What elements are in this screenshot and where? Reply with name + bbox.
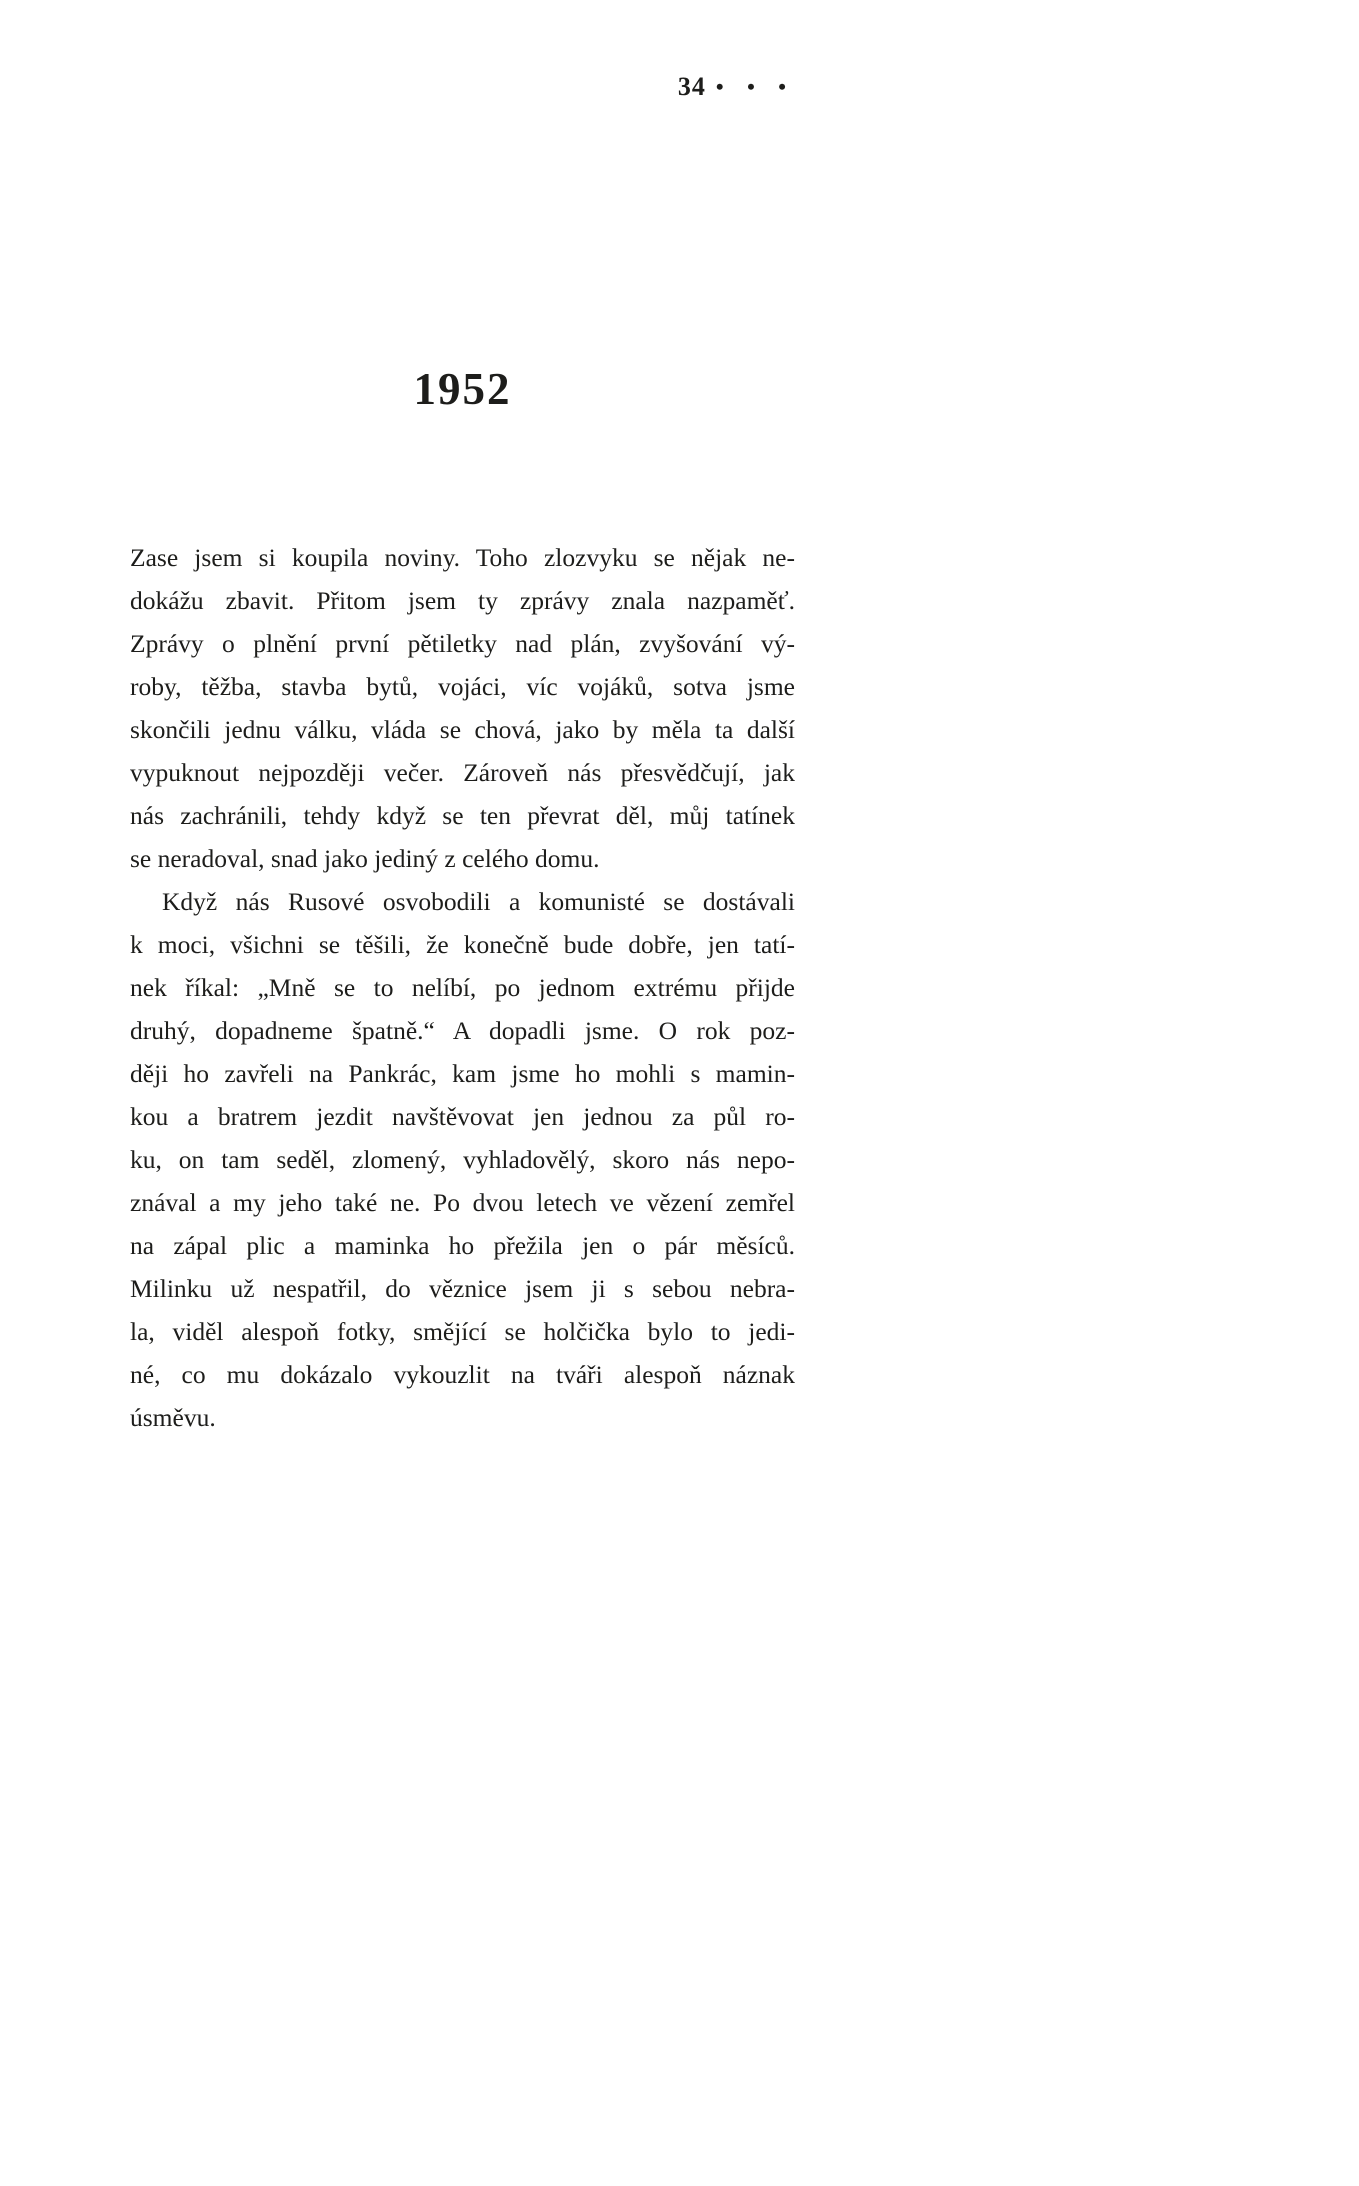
text-line: la, viděl alespoň fotky, smějící se holčička bylo to jedi- xyxy=(130,1317,795,1346)
text-line: né, co mu dokázalo vykouzlit na tváři alespoň náznak xyxy=(130,1360,795,1389)
text-line: znával a my jeho také ne. Po dvou letech ve vězení zemřel xyxy=(130,1188,795,1217)
text-line: dokážu zbavit. Přitom jsem ty zprávy znala nazpaměť. xyxy=(130,586,795,615)
text-line: se neradoval, snad jako jediný z celého domu. xyxy=(130,844,600,873)
text-line: nás zachránili, tehdy když se ten převrat děl, můj tatínek xyxy=(130,801,795,830)
page-number-dots: • • • xyxy=(715,74,795,99)
text-line: Zase jsem si koupila noviny. Toho zlozvyku se nějak ne- xyxy=(130,543,795,572)
chapter-heading: 1952 xyxy=(413,364,512,414)
page-number xyxy=(130,72,795,102)
text-line: ku, on tam seděl, zlomený, vyhladovělý, skoro nás nepo- xyxy=(130,1145,795,1174)
text-line: k moci, všichni se těšili, že konečně bude dobře, jen tatí- xyxy=(130,930,795,959)
text-line: kou a bratrem jezdit navštěvovat jen jednou za půl ro- xyxy=(130,1102,795,1131)
text-line: druhý, dopadneme špatně.“ A dopadli jsme. O rok poz- xyxy=(130,1016,795,1045)
text-line: ději ho zavřeli na Pankrác, kam jsme ho mohli s mamin- xyxy=(130,1059,795,1088)
text-line: Milinku už nespatřil, do věznice jsem ji s sebou nebra- xyxy=(130,1274,795,1303)
text-line: Když nás Rusové osvobodili a komunisté se dostávali xyxy=(162,887,795,916)
text-line: Zprávy o plnění první pětiletky nad plán, zvyšování vý- xyxy=(130,629,795,658)
text-line: vypuknout nejpozději večer. Zároveň nás přesvědčují, jak xyxy=(130,758,795,787)
text-line: roby, těžba, stavba bytů, vojáci, víc vojáků, sotva jsme xyxy=(130,672,795,701)
text-line: na zápal plic a maminka ho přežila jen o pár měsíců. xyxy=(130,1231,795,1260)
body-text xyxy=(130,536,795,1439)
text-line: úsměvu. xyxy=(130,1403,216,1432)
text-line: nek říkal: „Mně se to nelíbí, po jednom extrému přijde xyxy=(130,973,795,1002)
page-number-value: 34 xyxy=(677,72,706,101)
text-line: skončili jednu válku, vláda se chová, jako by měla ta další xyxy=(130,715,795,744)
